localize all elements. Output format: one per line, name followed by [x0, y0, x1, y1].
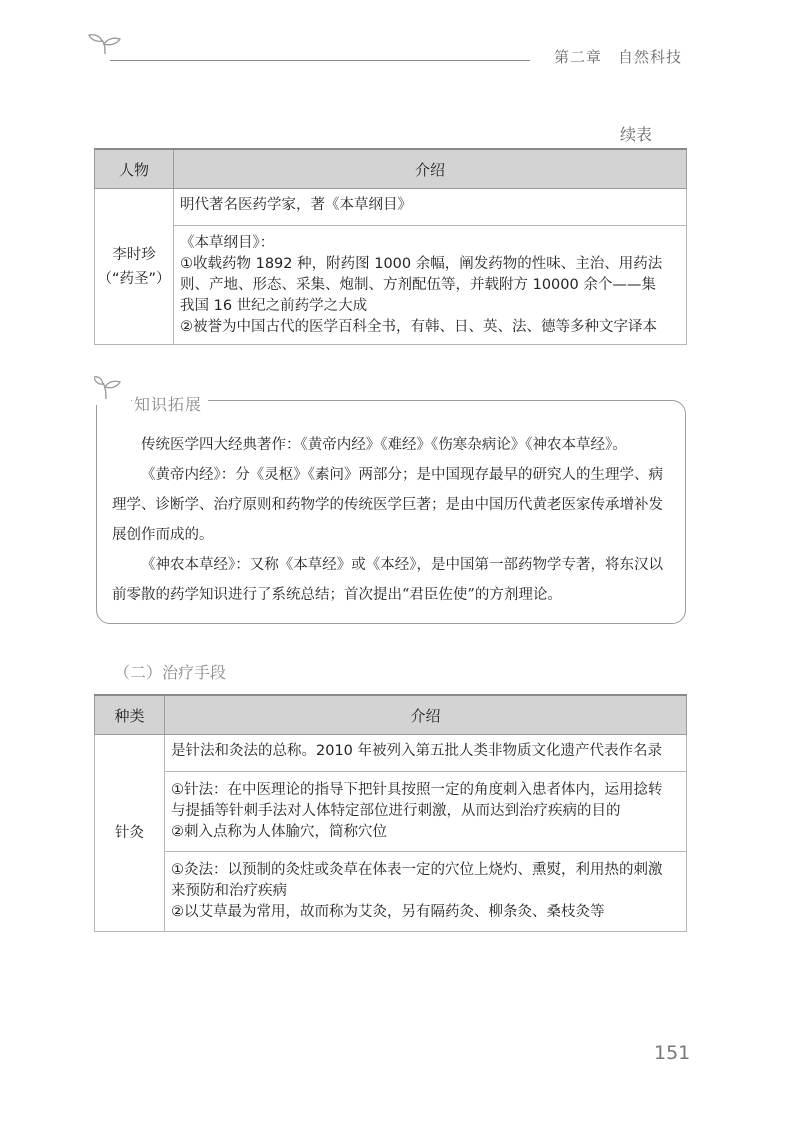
- table-row: [95, 226, 687, 345]
- text-line: ②以艾草最为常用，故而称为艾灸，另有隔药灸、柳条灸、桑枝灸等: [171, 904, 605, 920]
- table-row: [95, 189, 687, 226]
- header-rule: [110, 60, 530, 61]
- page-header: [0, 0, 800, 80]
- running-head: [554, 46, 682, 67]
- knowledge-paragraph: 传统医学四大经典著作：《黄帝内经》《难经》《伤寒杂病论》《神农本草经》。: [141, 437, 627, 453]
- column-header-person: 人物: [95, 149, 174, 189]
- text-line: 来预防和治疗疾病: [171, 883, 287, 899]
- text-line: ①灸法：以预制的灸炷或灸草在体表一定的穴位上烧灼、熏熨，利用热的刺激: [171, 862, 663, 878]
- table-header-row: [95, 149, 687, 189]
- person-table: [94, 148, 687, 345]
- table-header-row: [95, 695, 687, 735]
- knowledge-title: 知识拓展: [132, 392, 208, 415]
- column-header-type: 种类: [95, 695, 165, 735]
- person-cell: [95, 189, 174, 345]
- section-label: 自然科技: [618, 48, 683, 66]
- person-title: （“药圣”）: [97, 270, 171, 287]
- sprout-icon: [94, 374, 130, 402]
- knowledge-body: [112, 430, 672, 610]
- column-header-intro: 介绍: [174, 149, 687, 189]
- intro-cell: [165, 852, 687, 932]
- treatment-table: [94, 694, 687, 932]
- table-row: [95, 735, 687, 772]
- text-line: ①收载药物 1892 种，附药图 1000 余幅，阐发药物的性味、主治、用药法: [180, 256, 663, 272]
- table-row: [95, 772, 687, 852]
- sprout-icon: [88, 34, 122, 54]
- text-line: 则、产地、形态、采集、炮制、方剂配伍等，并载附方 10000 余个——集: [180, 277, 656, 293]
- table-row: [95, 852, 687, 932]
- text-line: ②刺入点称为人体腧穴，简称穴位: [171, 824, 387, 840]
- text-line: 我国 16 世纪之前药学之大成: [180, 298, 368, 314]
- text-line: 与提插等针刺手法对人体特定部位进行刺激，从而达到治疗疾病的目的: [171, 803, 621, 819]
- text-line: ①针法：在中医理论的指导下把针具按照一定的角度刺入患者体内，运用捻转: [171, 782, 663, 798]
- intro-cell: 明代著名医药学家，著《本草纲目》: [174, 189, 687, 226]
- intro-cell: [174, 226, 687, 345]
- text-line: 《本草纲目》：: [180, 235, 275, 251]
- continued-label: 续表: [620, 125, 653, 144]
- knowledge-paragraph: 《神农本草经》：又称《本草经》或《本经》，是中国第一部药物学专著，将东汉以前零散的药学知识进行了系统总结；首次提出“君臣佐使”的方剂理论。: [112, 557, 663, 603]
- chapter-label: 第二章: [554, 48, 603, 66]
- section-heading: （二）治疗手段: [114, 663, 227, 682]
- text-line: ②被誉为中国古代的医学百科全书，有韩、日、英、法、德等多种文字译本: [180, 319, 657, 335]
- person-name: 李时珍: [112, 246, 156, 263]
- page-number: 151: [654, 1042, 691, 1064]
- knowledge-paragraph: 《黄帝内经》：分《灵枢》《素问》两部分；是中国现存最早的研究人的生理学、病理学、诊断学、治疗原则和药物学的传统医学巨著；是由中国历代黄老医家传承增补发展创作而成的。: [112, 467, 663, 543]
- type-cell: 针灸: [95, 735, 165, 932]
- column-header-intro: 介绍: [165, 695, 687, 735]
- intro-cell: 是针法和灸法的总称。2010 年被列入第五批人类非物质文化遗产代表作名录: [165, 735, 687, 772]
- intro-cell: [165, 772, 687, 852]
